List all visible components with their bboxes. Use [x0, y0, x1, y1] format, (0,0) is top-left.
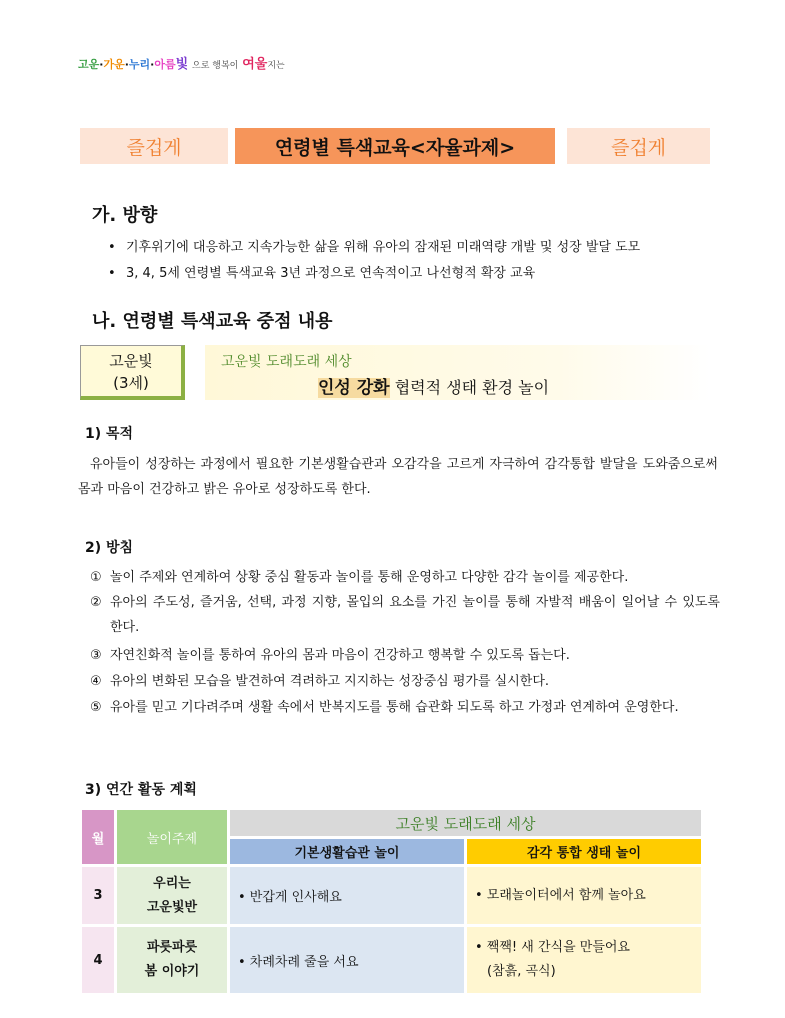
school-slogan [78, 53, 285, 72]
policy-item-number: ② [90, 595, 102, 610]
theme-title [318, 373, 549, 398]
purpose-text-body: 유아들이 성장하는 과정에서 필요한 기본생활습관과 오감각을 고르게 자극하여 감각통합 발달을 도와줌으로써 몸과 마음이 건강하고 밝은 유아로 성장하도록 한다. [78, 457, 718, 497]
policy-item [90, 643, 720, 668]
section-focus-heading: 나. 연령별 특색교육 중점 내용 [92, 311, 333, 332]
banner-left: 즐겁게 [80, 128, 228, 164]
policy-item-number: ① [90, 570, 102, 585]
slogan-word-4: 아름 [154, 58, 176, 71]
slogan-end: 지는 [267, 61, 285, 71]
slogan-mid: 으로 행복이 [192, 61, 239, 71]
slogan-word-6: 여울 [242, 57, 268, 72]
theme-subtitle: 고운빛 도래도래 세상 [221, 354, 352, 370]
banner-right: 즐겁게 [567, 128, 710, 164]
theme-box [205, 345, 710, 400]
policy-item-text: 놀이 주제와 연계하여 상황 중심 활동과 놀이를 통해 운영하고 다양한 감각 놀이를 제공한다. [110, 570, 629, 585]
row-sensory-activity [467, 927, 701, 993]
policy-item [90, 590, 720, 640]
column-header-topic: 놀이주제 [117, 810, 227, 864]
policy-item-number: ④ [90, 674, 102, 689]
direction-bullet-text: 3, 4, 5세 연령별 특색교육 3년 과정으로 연속적이고 나선형적 확장 교육 [126, 266, 536, 281]
row-topic [117, 867, 227, 924]
theme-title-highlight: 인성 강화 [318, 378, 390, 398]
policy-item-text: 자연친화적 놀이를 통하여 유아의 몸과 마음이 건강하고 행복할 수 있도록 돕는다. [110, 648, 570, 663]
direction-bullet: • 3, 4, 5세 연령별 특색교육 3년 과정으로 연속적이고 나선형적 확장 교육 [108, 266, 536, 281]
table-row [82, 927, 701, 993]
banner-title: 연령별 특색교육<자율과제> [235, 128, 555, 164]
direction-bullet: • 기후위기에 대응하고 지속가능한 삶을 위해 유아의 잠재된 미래역량 개발 및 성장 발달 도모 [108, 240, 641, 255]
policy-item [90, 669, 720, 694]
row-basic-habit-activity: • 반갑게 인사해요 [230, 867, 464, 924]
row-topic-line: 우리는 [153, 875, 191, 891]
policy-item [90, 565, 720, 590]
row-basic-habit-activity: • 차례차례 줄을 서요 [230, 927, 464, 993]
column-header-month: 월 [82, 810, 114, 864]
policy-item-text: 유아의 변화된 모습을 발견하여 격려하고 지지하는 성장중심 평가를 실시한다. [110, 674, 550, 689]
column-header-theme: 고운빛 도래도래 세상 [230, 810, 701, 836]
policy-item-text: 유아의 주도성, 즐거움, 선택, 과정 지향, 몰입의 요소를 가진 놀이를 통해 자발적 배움이 일어날 수 있도록 한다. [110, 595, 720, 635]
row-topic-line: 파릇파릇 [146, 940, 198, 955]
policy-item [90, 695, 720, 720]
row-sensory-line: • 모래놀이터에서 함께 놀아요 [475, 887, 646, 903]
age-group-name: 고운빛 [109, 352, 153, 370]
plan-heading: 3) 연간 활동 계획 [85, 782, 197, 798]
purpose-heading: 1) 목적 [85, 426, 134, 442]
theme-title-rest: 협력적 생태 환경 놀이 [389, 378, 550, 397]
column-header-sensory: 감각 통합 생태 놀이 [467, 839, 701, 864]
row-sensory-activity [467, 867, 701, 924]
row-sensory-line: • 짹짹! 새 간식을 만들어요 [475, 940, 630, 955]
policy-item-text: 유아를 믿고 기다려주며 생활 속에서 반복지도를 통해 습관화 되도록 하고 가정과 연계하여 운영한다. [110, 700, 679, 715]
slogan-word-2: 가운 [103, 58, 125, 71]
row-topic-line: 봄 이야기 [144, 964, 200, 979]
purpose-text [78, 452, 718, 502]
slogan-dot: · [124, 58, 129, 71]
age-group-age: (3세) [113, 374, 149, 392]
table-row [82, 867, 701, 924]
row-topic-line: 고운빛반 [146, 899, 198, 915]
row-month: 3 [82, 867, 114, 924]
slogan-word-5: 빛 [175, 57, 189, 72]
row-sensory-line: (참흙, 곡식) [487, 964, 556, 979]
slogan-dot: · [99, 58, 104, 71]
column-header-basic-habits: 기본생활습관 놀이 [230, 839, 464, 864]
slogan-word-1: 고운 [78, 58, 100, 71]
slogan-word-3: 누리 [128, 58, 151, 71]
slogan-dot: · [150, 58, 155, 71]
row-month: 4 [82, 927, 114, 993]
direction-bullet-text: 기후위기에 대응하고 지속가능한 삶을 위해 유아의 잠재된 미래역량 개발 및 성장 발달 도모 [126, 240, 641, 255]
age-group-box [80, 345, 185, 400]
policy-item-number: ③ [90, 648, 102, 663]
section-direction-heading: 가. 방향 [92, 205, 158, 226]
row-topic [117, 927, 227, 993]
policy-heading: 2) 방침 [85, 540, 134, 556]
annual-plan-table [79, 807, 704, 996]
policy-item-number: ⑤ [90, 700, 102, 715]
